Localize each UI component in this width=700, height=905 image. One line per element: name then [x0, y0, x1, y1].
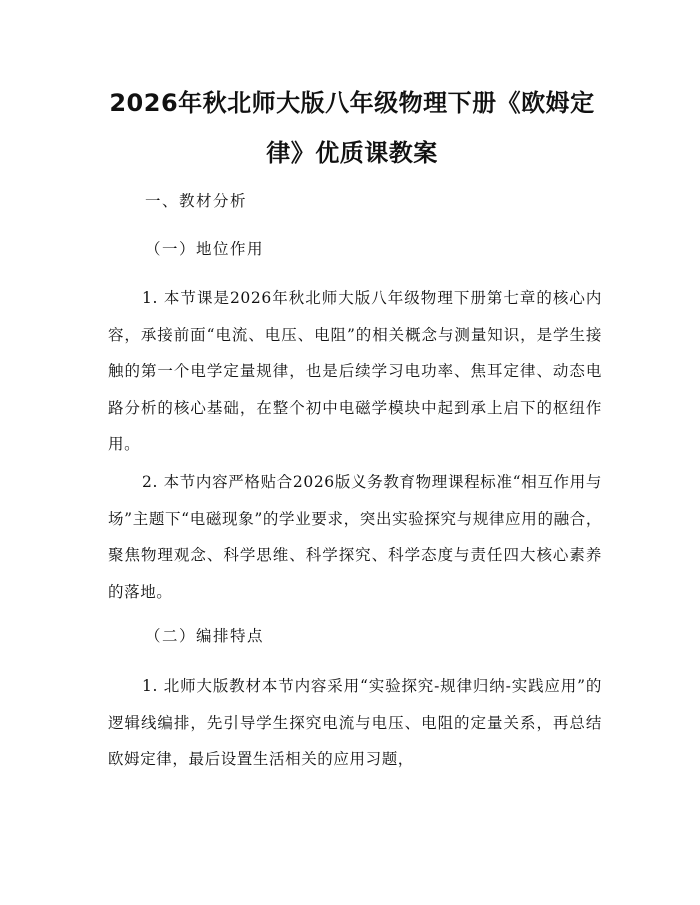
- subsection-heading-position-role: （一）地位作用: [145, 240, 265, 258]
- subsection-heading-arrangement-features: （二）编排特点: [145, 627, 265, 645]
- paragraph-position-role-1: 1. 本节课是2026年秋北师大版八年级物理下册第七章的核心内容，承接前面“电流、电压、电阻”的相关概念与测量知识，是学生接触的第一个电学定量规律，也是后续学习电功率、焦耳定律、动态电路分析的核心基础，在整个初中电磁学模块中起到承上启下的枢纽作用。: [108, 289, 602, 453]
- document-title: 2026年秋北师大版八年级物理下册《欧姆定律》优质课教案: [109, 89, 595, 167]
- paragraph-position-role-2: 2. 本节内容严格贴合2026版义务教育物理课程标准“相互作用与场”主题下“电磁现象”的学业要求，突出实验探究与规律应用的融合，聚焦物理观念、科学思维、科学探究、科学态度与责任四大核心素养的落地。: [108, 473, 602, 601]
- section-heading-teaching-material-analysis: 一、教材分析: [145, 192, 248, 210]
- paragraph-arrangement-features-1: 1. 北师大版教材本节内容采用“实验探究-规律归纳-实践应用”的逻辑线编排，先引导学生探究电流与电压、电阻的定量关系，再总结欧姆定律，最后设置生活相关的应用习题，: [108, 677, 602, 768]
